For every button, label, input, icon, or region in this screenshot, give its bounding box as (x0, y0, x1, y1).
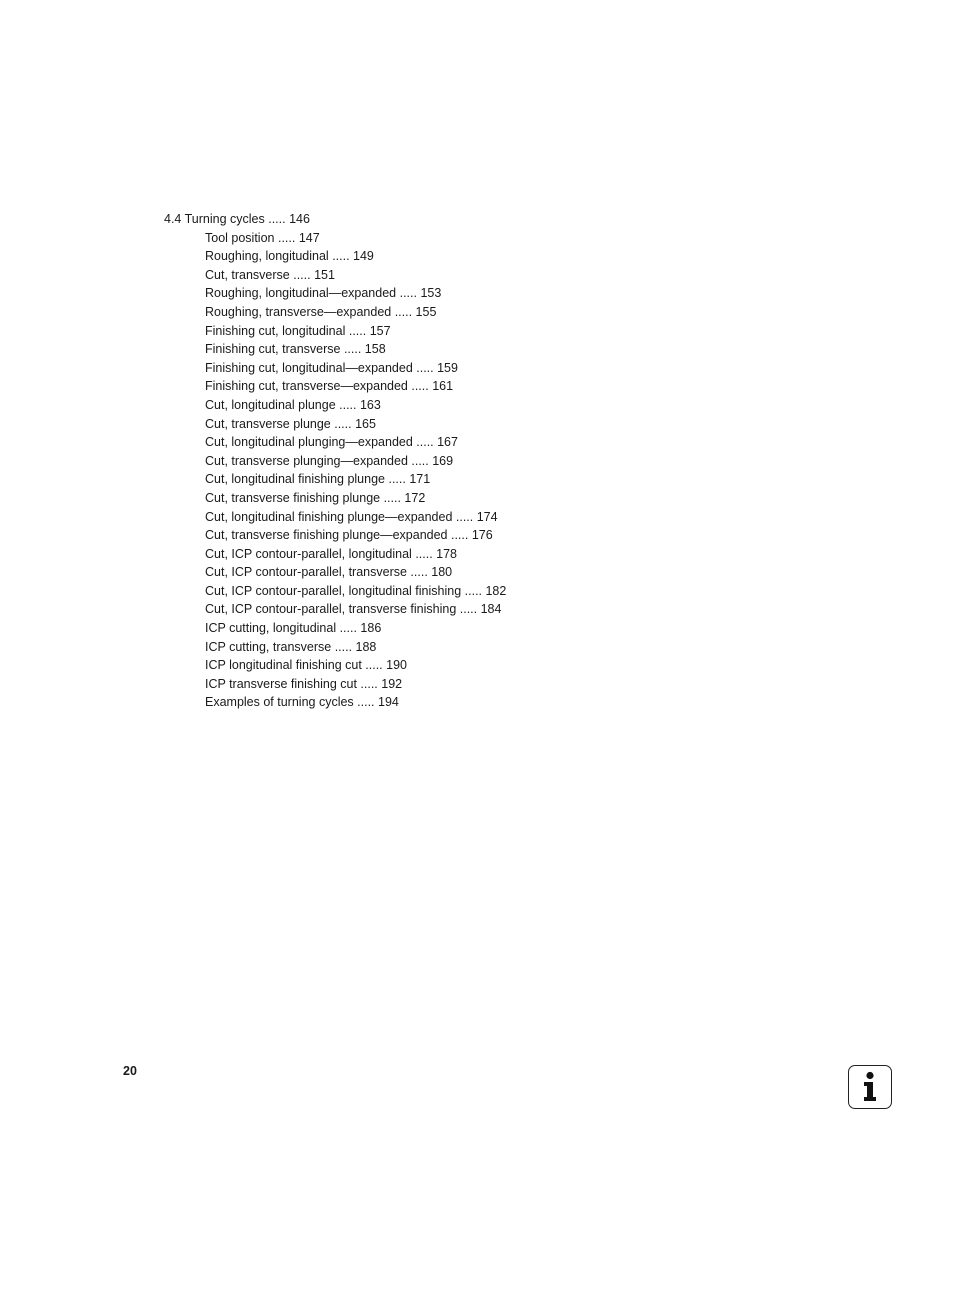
toc-entry[interactable] (205, 600, 764, 619)
toc-entry[interactable] (205, 470, 764, 489)
toc-entry-title: Cut, transverse plunging—expanded (205, 453, 408, 468)
toc-entry[interactable] (205, 693, 764, 712)
toc-entry-page: 178 (436, 546, 458, 561)
toc-entry-page: 158 (364, 342, 386, 357)
toc-entry-page: 188 (355, 639, 377, 654)
toc-leader: ..... (411, 546, 437, 561)
toc-entry-page: 169 (432, 453, 454, 468)
toc-leader: ..... (396, 286, 421, 301)
toc-leader: ..... (274, 230, 299, 245)
toc-entry[interactable] (205, 396, 764, 415)
toc-leader: ..... (412, 435, 438, 450)
toc-entry[interactable] (205, 415, 764, 434)
toc-entry[interactable] (205, 340, 764, 359)
toc-entry-page: 182 (485, 583, 507, 598)
toc-entry-title: Cut, transverse finishing plunge (205, 490, 381, 505)
toc-entry-page: 155 (415, 304, 437, 319)
info-icon (848, 1065, 892, 1109)
toc-entry[interactable] (205, 303, 764, 322)
toc-leader: ..... (447, 528, 472, 543)
toc-leader: ..... (461, 583, 486, 598)
toc-entry-title: Cut, longitudinal finishing plunge—expanded (205, 509, 453, 524)
toc-entry-title: Cut, ICP contour-parallel, transverse (205, 565, 407, 580)
toc-section-page: 146 (289, 212, 310, 226)
toc-entry-page: 147 (298, 230, 320, 245)
toc-entry-title: Finishing cut, transverse (205, 342, 341, 357)
toc-entry-page: 180 (431, 565, 453, 580)
toc-entry[interactable] (205, 656, 764, 675)
toc-entry-page: 190 (386, 658, 407, 673)
toc-entry-title: Roughing, longitudinal (205, 249, 329, 264)
toc-entry-title: Examples of turning cycles (205, 695, 354, 710)
toc-entry-title: Finishing cut, longitudinal—expanded (205, 360, 413, 375)
toc-entry-page: 176 (471, 528, 493, 543)
toc-entry-page: 163 (359, 397, 381, 412)
toc-entry[interactable] (205, 452, 764, 471)
toc-leader: ..... (335, 397, 360, 412)
toc-leader: ..... (345, 323, 370, 338)
toc-section-heading[interactable] (164, 210, 764, 229)
toc-entry-title: Cut, ICP contour-parallel, longitudinal finishing (205, 583, 462, 598)
toc-entry[interactable] (205, 322, 764, 341)
toc-entry[interactable] (205, 619, 764, 638)
toc-entry[interactable] (205, 563, 764, 582)
toc-leader: ..... (391, 304, 416, 319)
toc-entry-page: 149 (353, 249, 374, 264)
toc-leader: ..... (264, 212, 290, 226)
toc-leader: ..... (406, 565, 432, 580)
toc-entry-title: Cut, ICP contour-parallel, longitudinal (205, 546, 412, 561)
toc-entry-page: 157 (369, 323, 391, 338)
toc-leader: ..... (336, 621, 361, 636)
toc-entry[interactable] (205, 359, 764, 378)
toc-entry[interactable] (205, 247, 764, 266)
toc-entry[interactable] (205, 545, 764, 564)
toc-entry-title: ICP cutting, longitudinal (205, 621, 337, 636)
toc-entry-title: ICP longitudinal finishing cut (205, 658, 362, 673)
toc-leader: ..... (330, 416, 356, 431)
toc-entry-page: 165 (355, 416, 376, 431)
toc-entry-page: 159 (437, 360, 458, 375)
toc-leader: ..... (340, 342, 365, 357)
toc-entry-title: Cut, ICP contour-parallel, transverse finishing (205, 602, 457, 617)
toc-entry-title: Roughing, longitudinal—expanded (205, 286, 397, 301)
toc-entry-title: Cut, transverse plunge (205, 416, 331, 431)
toc-entry-title: Finishing cut, longitudinal (205, 323, 346, 338)
page-number: 20 (123, 1064, 137, 1078)
toc-entry-list (164, 229, 764, 712)
toc-entry-title: ICP transverse finishing cut (205, 676, 357, 691)
toc-entry-page: 153 (420, 286, 442, 301)
toc-entry-page: 161 (432, 379, 454, 394)
toc-leader: ..... (412, 360, 438, 375)
toc-entry-page: 172 (404, 490, 426, 505)
toc-entry[interactable] (205, 508, 764, 527)
toc-entry-title: Finishing cut, transverse—expanded (205, 379, 408, 394)
toc-leader: ..... (356, 676, 382, 691)
toc-entry-page: 151 (314, 267, 335, 282)
toc-entry-page: 194 (378, 695, 399, 710)
toc-entry[interactable] (205, 638, 764, 657)
toc-entry-page: 192 (381, 676, 403, 691)
toc-section-title: 4.4 Turning cycles (164, 212, 265, 226)
toc-entry-title: ICP cutting, transverse (205, 639, 332, 654)
toc-leader: ..... (289, 267, 315, 282)
toc-entry[interactable] (205, 433, 764, 452)
info-glyph (849, 1066, 890, 1107)
toc-leader: ..... (407, 453, 433, 468)
toc-entry-page: 174 (476, 509, 498, 524)
toc-entry-title: Cut, longitudinal plunge (205, 397, 336, 412)
toc-entry[interactable] (205, 526, 764, 545)
toc-entry-page: 186 (360, 621, 382, 636)
toc-leader: ..... (380, 490, 405, 505)
toc-entry-title: Cut, transverse finishing plunge—expanded (205, 528, 448, 543)
toc-entry[interactable] (205, 229, 764, 248)
toc-entry-title: Tool position (205, 230, 275, 245)
toc-leader: ..... (452, 509, 477, 524)
toc-entry-title: Cut, longitudinal plunging—expanded (205, 435, 413, 450)
toc-leader: ..... (456, 602, 481, 617)
toc-entry[interactable] (205, 489, 764, 508)
toc-entry[interactable] (205, 266, 764, 285)
toc-entry-title: Cut, longitudinal finishing plunge (205, 472, 385, 487)
toc-entry-page: 171 (409, 472, 431, 487)
toc-entry[interactable] (205, 582, 764, 601)
toc-entry-page: 184 (480, 602, 502, 617)
toc-entry[interactable] (205, 675, 764, 694)
toc-entry[interactable] (205, 377, 764, 396)
toc-leader: ..... (361, 658, 387, 673)
table-of-contents (164, 210, 764, 712)
toc-entry-page: 167 (437, 435, 458, 450)
toc-leader: ..... (385, 472, 410, 487)
toc-leader: ..... (407, 379, 433, 394)
toc-leader: ..... (353, 695, 378, 710)
toc-entry-title: Cut, transverse (205, 267, 290, 282)
toc-leader: ..... (328, 249, 354, 264)
toc-entry-title: Roughing, transverse—expanded (205, 304, 392, 319)
toc-leader: ..... (331, 639, 356, 654)
toc-entry[interactable] (205, 284, 764, 303)
